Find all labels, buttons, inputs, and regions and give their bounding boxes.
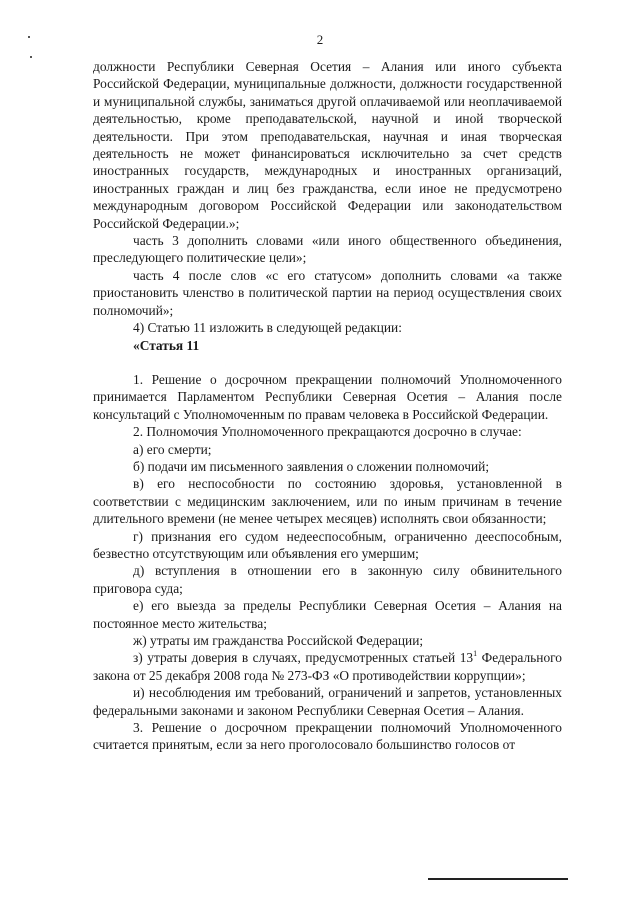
- list-item: б) подачи им письменного заявления о сложении полномочий;: [133, 458, 490, 474]
- scan-mark: [30, 56, 32, 58]
- footer-rule: [428, 878, 568, 880]
- paragraph: должности Республики Северная Осетия – Алания или иного субъекта Российской Федерации, муниципальные должности, должности государственной и муниципальной службы, заниматься другой оплачиваемой или неоплачиваемой деятельностью, кроме преподавательской, научной и иной творческой деятельности. При этом преподавательская, научная и иная творческая деятельность не может финансироваться исключительно за счет средств иностранных государств, международных и иностранных организаций, иностранных граждан и лиц без гражданства, если иное не предусмотрено международным договором Российской Федерации или законодательством Российской Федерации.»;: [93, 59, 562, 231]
- superscript: 1: [473, 649, 478, 659]
- list-item-text: Федерального закона от 25 декабря 2008 года № 273-ФЗ «О противодействии коррупции»;: [93, 650, 562, 683]
- paragraph: 2. Полномочия Уполномоченного прекращаются досрочно в случае:: [133, 424, 522, 440]
- list-item: и) несоблюдения им требований, ограничений и запретов, установленных федеральными законами и законом Республики Северная Осетия – Алания.: [93, 685, 562, 718]
- list-item: а) его смерти;: [133, 441, 212, 457]
- list-item: [93, 649, 562, 684]
- paragraph: 1. Решение о досрочном прекращении полномочий Уполномоченного принимается Парламентом Республики Северная Осетия – Алания после консультаций с Уполномоченным по правам человека в Российской Федерации.: [93, 371, 562, 422]
- list-item: ж) утраты им гражданства Российской Федерации;: [133, 633, 424, 648]
- article-heading: «Статья 11: [133, 337, 200, 353]
- list-item: г) признания его судом недееспособным, ограниченно дееспособным, безвестно отсутствующим или объявления его умершим;: [93, 528, 562, 561]
- list-item: в) его неспособности по состоянию здоровья, установленной в соответствии с медицинским заключением, или по иным причинам в течение длительного времени (не менее четырех месяцев) исполнять свои обязанности;: [93, 476, 562, 527]
- paragraph: 3. Решение о досрочном прекращении полномочий Уполномоченного считается принятым, если за него проголосовало большинство голосов от: [93, 720, 562, 753]
- scan-mark: [28, 36, 30, 38]
- document-body: [93, 58, 562, 754]
- page-number: 2: [316, 32, 324, 47]
- list-item: д) вступления в отношении его в законную силу обвинительного приговора суда;: [93, 563, 562, 596]
- paragraph: 4) Статью 11 изложить в следующей редакции:: [133, 320, 402, 336]
- list-item-text: з) утраты доверия в случаях, предусмотренных статьей 13: [133, 650, 474, 666]
- list-item: е) его выезда за пределы Республики Северная Осетия – Алания на постоянное место жительства;: [93, 598, 562, 631]
- paragraph: часть 4 после слов «с его статусом» дополнить словами «а также приостановить членство в политической партии на период осуществления своих полномочий»;: [93, 267, 562, 318]
- paragraph: часть 3 дополнить словами «или иного общественного объединения, преследующего политические цели»;: [93, 233, 562, 266]
